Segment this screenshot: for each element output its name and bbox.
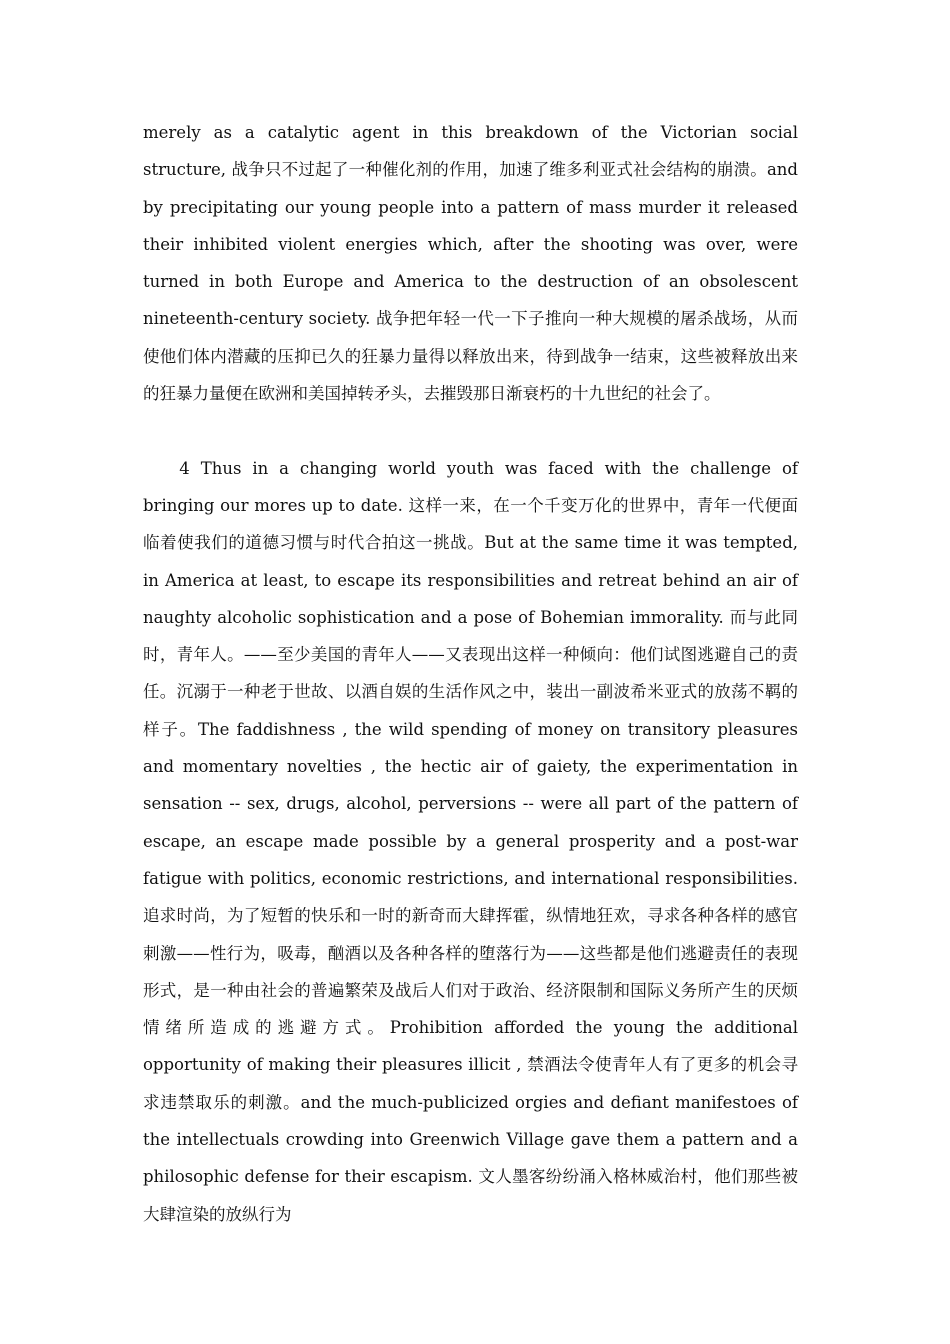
paragraph-spacer <box>143 412 798 449</box>
document-page <box>143 114 798 1233</box>
paragraph-continued: merely as a catalytic agent in this breakdown of the Victorian social structure, 战争只不过起了一种催化剂的作用，加速了维多利亚式社会结构的崩溃。and by precipitating our young people into a pattern of mass murder it released their inhibited violent energies which, after the shooting was over, were turned in both Europe and America to the destruction of an obsolescent nineteenth-century society. 战争把年轻一代一下子推向一种大规模的屠杀战场，从而使他们体内潜藏的压抑已久的狂暴力量得以释放出来，待到战争一结束，这些被释放出来的狂暴力量便在欧洲和美国掉转矛头，去摧毁那日渐衰朽的十九世纪的社会了。 <box>143 123 798 404</box>
paragraph-4: 4 Thus in a changing world youth was faced with the challenge of bringing our mores up to date. 这样一来，在一个千变万化的世界中，青年一代便面临着使我们的道德习惯与时代合拍这一挑战。But at the same time it was tempted, in America at least, to escape its responsibilities and retreat behind an air of naughty alcoholic sophistication and a pose of Bohemian immorality. 而与此同时，青年人。——至少美国的青年人——又表现出这样一种倾向：他们试图逃避自己的责任。沉溺于一种老于世故、以酒自娱的生活作风之中，装出一副波希米亚式的放荡不羁的样子。The faddishness , the wild spending of money on transitory pleasures and momentary novelties , the hectic air of gaiety, the experimentation in sensation -- sex, drugs, alcohol, perversions -- were all part of the pattern of escape, an escape made possible by a general prosperity and a post-war fatigue with politics, economic restrictions, and international responsibilities. 追求时尚，为了短暂的快乐和一时的新奇而大肆挥霍，纵情地狂欢，寻求各种各样的感官刺激——性行为，吸毒，酗酒以及各种各样的堕落行为——这些都是他们逃避责任的表现形式，是一种由社会的普遍繁荣及战后人们对于政治、经济限制和国际义务所产生的厌烦情绪所造成的逃避方式。Prohibition afforded the young the additional opportunity of making their pleasures illicit , 禁酒法令使青年人有了更多的机会寻求违禁取乐的刺激。and the much-publicized orgies and defiant manifestoes of the intellectuals crowding into Greenwich Village gave them a pattern and a philosophic defense for their escapism. 文人墨客纷纷涌入格林威治村，他们那些被大肆渲染的放纵行为 <box>143 458 798 1224</box>
